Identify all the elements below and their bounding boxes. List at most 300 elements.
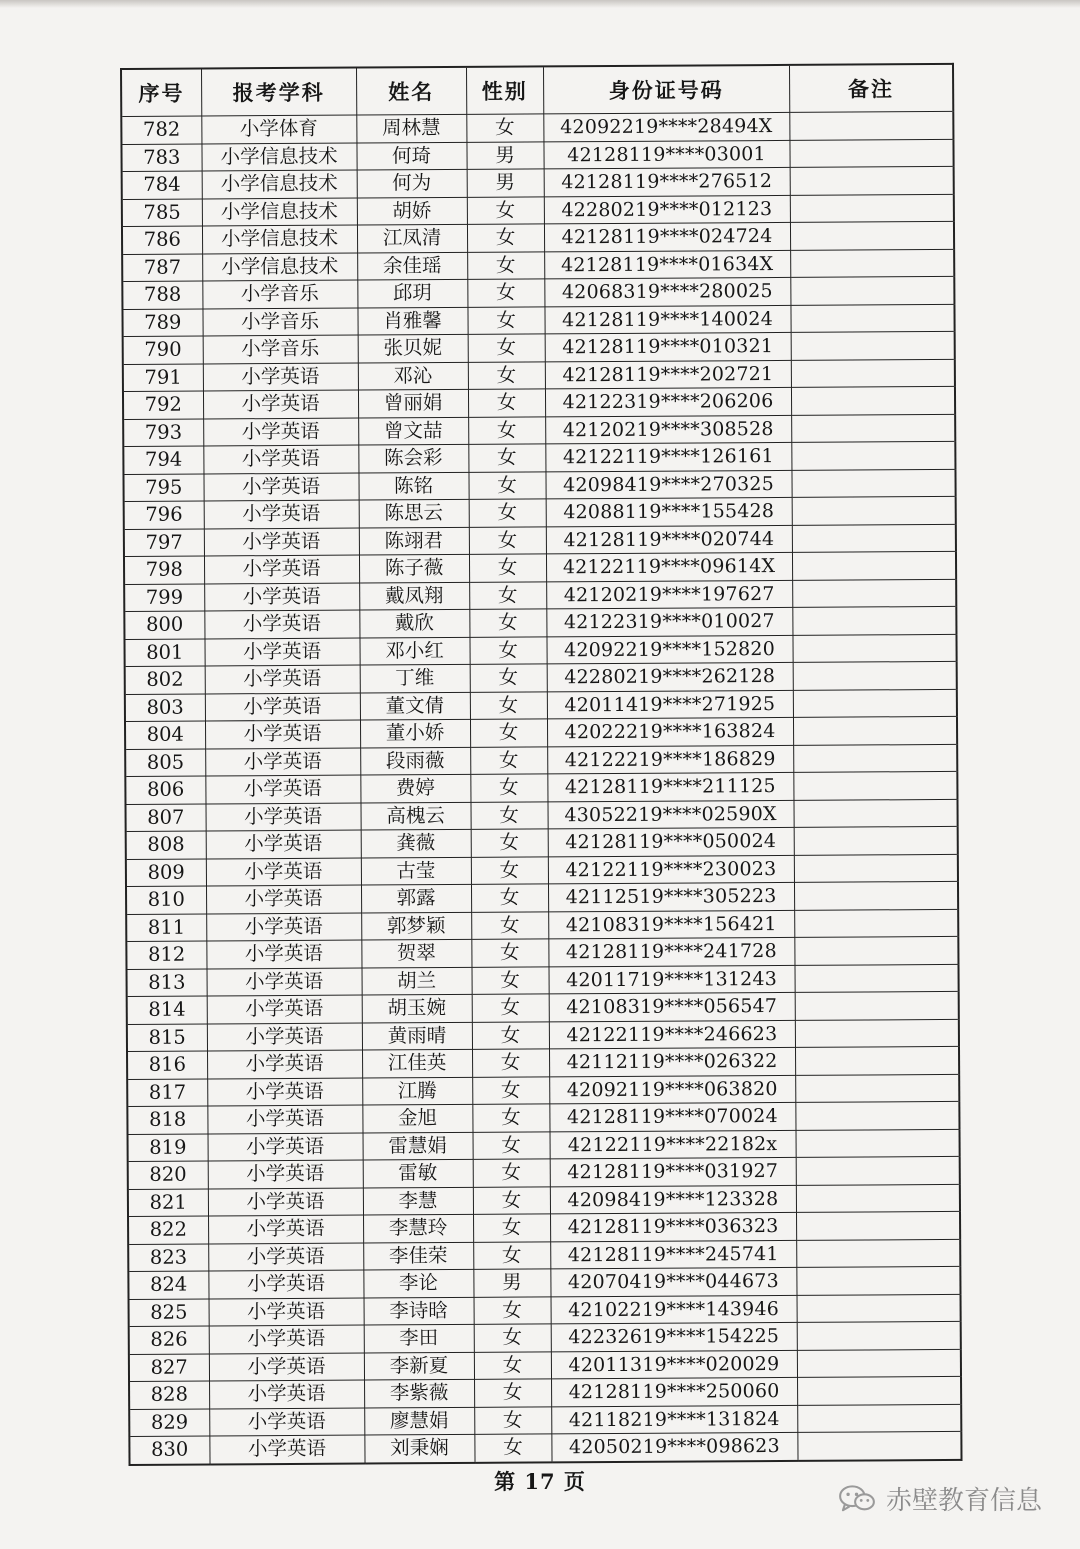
cell-remarks — [790, 276, 954, 305]
cell-name: 金旭 — [362, 1104, 472, 1132]
cell-serial: 787 — [122, 254, 202, 282]
cell-subject: 小学英语 — [209, 1325, 364, 1353]
cell-name: 雷慧娟 — [363, 1132, 473, 1160]
cell-subject: 小学英语 — [203, 473, 358, 501]
cell-name: 费婷 — [360, 774, 470, 802]
cell-gender: 女 — [467, 279, 544, 307]
cell-subject: 小学信息技术 — [202, 170, 357, 198]
cell-id-number: 42122119****230023 — [548, 855, 794, 884]
cell-serial: 797 — [124, 528, 204, 556]
cell-gender: 女 — [473, 1186, 550, 1214]
cell-name: 黄雨晴 — [362, 1022, 472, 1050]
cell-serial: 827 — [129, 1353, 209, 1381]
cell-subject: 小学英语 — [207, 1023, 362, 1051]
cell-name: 高槐云 — [360, 802, 470, 830]
cell-remarks — [794, 826, 958, 855]
cell-id-number: 42118219****131824 — [551, 1405, 797, 1434]
cell-id-number: 42128119****031927 — [550, 1157, 796, 1186]
cell-name: 李佳荣 — [363, 1242, 473, 1270]
cell-name: 戴欣 — [359, 609, 469, 637]
cell-gender: 女 — [473, 1131, 550, 1159]
cell-remarks — [792, 634, 956, 663]
cell-remarks — [795, 1046, 959, 1075]
cell-name: 董小娇 — [360, 719, 470, 747]
cell-remarks — [792, 579, 956, 608]
cell-id-number: 42280219****262128 — [547, 662, 793, 691]
cell-name: 胡兰 — [361, 967, 471, 995]
cell-id-number: 42122119****22182x — [550, 1130, 796, 1159]
cell-id-number: 42108319****056547 — [549, 992, 795, 1021]
table-body — [121, 111, 961, 1464]
cell-subject: 小学英语 — [205, 665, 360, 693]
cell-serial: 790 — [123, 336, 203, 364]
cell-serial: 810 — [126, 886, 206, 914]
cell-serial: 812 — [126, 941, 206, 969]
cell-remarks — [792, 551, 956, 580]
cell-subject: 小学信息技术 — [201, 143, 356, 171]
cell-name: 陈会彩 — [358, 444, 468, 472]
cell-gender: 女 — [474, 1296, 551, 1324]
cell-serial: 816 — [127, 1051, 207, 1079]
header-gender: 性别 — [466, 66, 543, 114]
cell-subject: 小学英语 — [206, 913, 361, 941]
cell-id-number: 42120219****197627 — [546, 580, 792, 609]
cell-gender: 女 — [467, 251, 544, 279]
cell-remarks — [792, 524, 956, 553]
cell-remarks — [789, 139, 953, 168]
cell-name: 曾文喆 — [358, 417, 468, 445]
roster-table-wrapper — [120, 63, 961, 1466]
cell-serial: 822 — [128, 1216, 208, 1244]
cell-remarks — [791, 331, 955, 360]
cell-id-number: 42128119****050024 — [548, 827, 794, 856]
header-name: 姓名 — [356, 67, 466, 115]
cell-name: 江腾 — [362, 1077, 472, 1105]
cell-gender: 女 — [469, 526, 546, 554]
cell-subject: 小学英语 — [204, 638, 359, 666]
cell-subject: 小学英语 — [207, 1105, 362, 1133]
cell-id-number: 42122319****010027 — [546, 607, 792, 636]
cell-name: 邱玥 — [357, 279, 467, 307]
cell-gender: 女 — [469, 609, 546, 637]
cell-name: 邓小红 — [359, 637, 469, 665]
cell-serial: 782 — [121, 116, 201, 144]
header-remarks: 备注 — [789, 64, 953, 113]
cell-subject: 小学英语 — [203, 418, 358, 446]
cell-serial: 813 — [127, 968, 207, 996]
cell-serial: 826 — [129, 1326, 209, 1354]
cell-serial: 791 — [123, 363, 203, 391]
cell-gender: 男 — [467, 169, 544, 197]
cell-gender: 女 — [469, 581, 546, 609]
cell-gender: 女 — [471, 939, 548, 967]
cell-gender: 女 — [472, 1021, 549, 1049]
cell-serial: 814 — [127, 996, 207, 1024]
cell-subject: 小学英语 — [206, 858, 361, 886]
cell-gender: 女 — [474, 1379, 551, 1407]
cell-remarks — [794, 854, 958, 883]
cell-serial: 828 — [129, 1381, 209, 1409]
cell-subject: 小学英语 — [203, 363, 358, 391]
table-row — [129, 1431, 961, 1464]
cell-subject: 小学英语 — [206, 940, 361, 968]
cell-serial: 829 — [129, 1408, 209, 1436]
cell-id-number: 42011319****020029 — [551, 1350, 797, 1379]
cell-name: 李慧 — [363, 1187, 473, 1215]
cell-name: 李慧玲 — [363, 1214, 473, 1242]
cell-id-number: 42122219****186829 — [547, 745, 793, 774]
cell-name: 邓沁 — [358, 362, 468, 390]
cell-id-number: 42122319****206206 — [545, 387, 791, 416]
cell-serial: 820 — [128, 1161, 208, 1189]
cell-remarks — [797, 1376, 961, 1405]
cell-gender: 女 — [472, 1049, 549, 1077]
cell-gender: 女 — [468, 334, 545, 362]
cell-id-number: 42280219****012123 — [544, 195, 790, 224]
cell-subject: 小学音乐 — [202, 308, 357, 336]
cell-serial: 783 — [121, 144, 201, 172]
cell-name: 何为 — [357, 169, 467, 197]
cell-name: 曾丽娟 — [358, 389, 468, 417]
cell-serial: 809 — [126, 858, 206, 886]
cell-name: 余佳瑶 — [357, 252, 467, 280]
cell-serial: 792 — [123, 391, 203, 419]
cell-id-number: 42022219****163824 — [547, 717, 793, 746]
cell-subject: 小学英语 — [203, 390, 358, 418]
page-number: 第 17 页 — [494, 1469, 586, 1494]
cell-subject: 小学音乐 — [202, 280, 357, 308]
cell-gender: 女 — [468, 471, 545, 499]
cell-subject: 小学英语 — [203, 445, 358, 473]
cell-remarks — [790, 221, 954, 250]
cell-name: 董文倩 — [360, 692, 470, 720]
cell-gender: 女 — [469, 554, 546, 582]
cell-gender: 女 — [470, 664, 547, 692]
cell-name: 贺翠 — [361, 939, 471, 967]
cell-id-number: 42068319****280025 — [544, 277, 790, 306]
cell-serial: 794 — [123, 446, 203, 474]
cell-id-number: 42128119****024724 — [544, 222, 790, 251]
cell-id-number: 42120219****308528 — [545, 415, 791, 444]
cell-subject: 小学英语 — [208, 1243, 363, 1271]
cell-name: 李论 — [363, 1269, 473, 1297]
cell-name: 江佳英 — [362, 1049, 472, 1077]
cell-remarks — [793, 689, 957, 718]
cell-id-number: 42128119****276512 — [544, 167, 790, 196]
cell-id-number: 42128119****211125 — [547, 772, 793, 801]
cell-subject: 小学英语 — [204, 583, 359, 611]
cell-id-number: 42232619****154225 — [551, 1322, 797, 1351]
cell-gender: 女 — [467, 306, 544, 334]
cell-serial: 786 — [122, 226, 202, 254]
cell-remarks — [793, 661, 957, 690]
cell-gender: 女 — [466, 114, 543, 142]
cell-subject: 小学英语 — [206, 830, 361, 858]
watermark-text: 赤壁教育信息 — [885, 1486, 1042, 1516]
cell-serial: 788 — [122, 281, 202, 309]
cell-id-number: 42128119****036323 — [550, 1212, 796, 1241]
cell-remarks — [790, 249, 954, 278]
cell-serial: 785 — [122, 199, 202, 227]
cell-id-number: 42092219****152820 — [546, 635, 792, 664]
cell-subject: 小学英语 — [208, 1215, 363, 1243]
cell-name: 郭梦颖 — [361, 912, 471, 940]
cell-remarks — [795, 1074, 959, 1103]
cell-remarks — [790, 304, 954, 333]
cell-serial: 824 — [128, 1271, 208, 1299]
cell-remarks — [796, 1184, 960, 1213]
cell-name: 陈思云 — [359, 499, 469, 527]
cell-name: 周林慧 — [356, 114, 466, 142]
cell-id-number: 42128119****020744 — [546, 525, 792, 554]
cell-serial: 819 — [128, 1133, 208, 1161]
cell-remarks — [793, 716, 957, 745]
cell-id-number: 42128119****03001 — [543, 140, 789, 169]
cell-id-number: 42128119****250060 — [551, 1377, 797, 1406]
cell-id-number: 42128119****140024 — [544, 305, 790, 334]
cell-remarks — [794, 881, 958, 910]
cell-gender: 女 — [474, 1434, 551, 1462]
cell-serial: 802 — [125, 666, 205, 694]
cell-name: 何琦 — [356, 142, 466, 170]
cell-serial: 808 — [126, 831, 206, 859]
cell-remarks — [794, 909, 958, 938]
cell-remarks — [795, 1019, 959, 1048]
cell-subject: 小学英语 — [209, 1298, 364, 1326]
cell-subject: 小学英语 — [204, 555, 359, 583]
cell-gender: 女 — [469, 636, 546, 664]
cell-id-number: 42122119****126161 — [545, 442, 791, 471]
cell-subject: 小学英语 — [205, 748, 360, 776]
cell-serial: 825 — [129, 1298, 209, 1326]
cell-gender: 女 — [468, 389, 545, 417]
cell-id-number: 42122119****246623 — [549, 1020, 795, 1049]
cell-name: 李紫薇 — [364, 1379, 474, 1407]
cell-remarks — [793, 799, 957, 828]
cell-name: 陈铭 — [358, 472, 468, 500]
cell-id-number: 42128119****010321 — [545, 332, 791, 361]
cell-name: 张贝妮 — [358, 334, 468, 362]
cell-serial: 815 — [127, 1023, 207, 1051]
cell-id-number: 42108319****156421 — [548, 910, 794, 939]
cell-name: 李田 — [364, 1324, 474, 1352]
cell-id-number: 42122119****09614X — [546, 552, 792, 581]
table-header-row — [121, 64, 953, 117]
cell-remarks — [795, 1129, 959, 1158]
cell-gender: 女 — [468, 444, 545, 472]
cell-name: 丁维 — [360, 664, 470, 692]
cell-remarks — [791, 359, 955, 388]
cell-gender: 女 — [474, 1324, 551, 1352]
cell-subject: 小学英语 — [208, 1133, 363, 1161]
cell-serial: 793 — [123, 418, 203, 446]
cell-remarks — [791, 469, 955, 498]
cell-serial: 798 — [124, 556, 204, 584]
cell-gender: 女 — [470, 691, 547, 719]
cell-id-number: 42050219****098623 — [551, 1432, 797, 1462]
cell-gender: 女 — [471, 911, 548, 939]
cell-serial: 821 — [128, 1188, 208, 1216]
cell-name: 江凤清 — [357, 224, 467, 252]
cell-name: 郭露 — [361, 884, 471, 912]
cell-id-number: 42070419****044673 — [550, 1267, 796, 1296]
roster-table — [120, 63, 963, 1466]
cell-gender: 女 — [469, 499, 546, 527]
cell-gender: 女 — [473, 1214, 550, 1242]
cell-id-number: 42092119****063820 — [549, 1075, 795, 1104]
cell-name: 刘秉娴 — [364, 1434, 474, 1463]
cell-gender: 女 — [470, 719, 547, 747]
cell-gender: 女 — [467, 196, 544, 224]
cell-gender: 女 — [471, 856, 548, 884]
cell-subject: 小学信息技术 — [202, 198, 357, 226]
cell-remarks — [796, 1156, 960, 1185]
cell-gender: 女 — [472, 1104, 549, 1132]
cell-name: 肖雅馨 — [357, 307, 467, 335]
cell-remarks — [795, 1101, 959, 1130]
cell-id-number: 42011419****271925 — [547, 690, 793, 719]
cell-subject: 小学英语 — [209, 1435, 364, 1464]
cell-subject: 小学英语 — [204, 610, 359, 638]
cell-id-number: 42102219****143946 — [551, 1295, 797, 1324]
cell-gender: 女 — [472, 994, 549, 1022]
header-id-number: 身份证号码 — [543, 65, 789, 114]
cell-remarks — [797, 1431, 961, 1460]
cell-gender: 女 — [473, 1241, 550, 1269]
page-top-edge — [0, 0, 1080, 8]
cell-subject: 小学英语 — [206, 885, 361, 913]
cell-id-number: 42088119****155428 — [546, 497, 792, 526]
cell-subject: 小学英语 — [207, 1078, 362, 1106]
cell-subject: 小学英语 — [204, 500, 359, 528]
cell-name: 戴凤翔 — [359, 582, 469, 610]
cell-gender: 女 — [468, 361, 545, 389]
cell-serial: 823 — [128, 1243, 208, 1271]
cell-subject: 小学英语 — [208, 1188, 363, 1216]
cell-subject: 小学英语 — [205, 775, 360, 803]
cell-gender: 女 — [473, 1159, 550, 1187]
cell-subject: 小学英语 — [205, 693, 360, 721]
cell-serial: 830 — [129, 1436, 209, 1464]
cell-remarks — [792, 496, 956, 525]
cell-remarks — [794, 936, 958, 965]
cell-remarks — [797, 1404, 961, 1433]
cell-id-number: 42128119****202721 — [545, 360, 791, 389]
cell-serial: 807 — [125, 803, 205, 831]
cell-id-number: 42098419****270325 — [545, 470, 791, 499]
cell-serial: 795 — [123, 473, 203, 501]
cell-gender: 女 — [468, 416, 545, 444]
cell-name: 胡娇 — [357, 197, 467, 225]
cell-serial: 803 — [125, 693, 205, 721]
cell-remarks — [789, 111, 953, 140]
cell-subject: 小学英语 — [204, 528, 359, 556]
cell-subject: 小学体育 — [201, 115, 356, 143]
cell-remarks — [791, 414, 955, 443]
cell-id-number: 42092219****28494X — [543, 112, 789, 141]
cell-gender: 女 — [472, 1076, 549, 1104]
cell-id-number: 42128119****241728 — [548, 937, 794, 966]
cell-subject: 小学英语 — [208, 1270, 363, 1298]
cell-name: 陈翊君 — [359, 527, 469, 555]
cell-subject: 小学英语 — [205, 720, 360, 748]
cell-serial: 805 — [125, 748, 205, 776]
cell-name: 廖慧娟 — [364, 1407, 474, 1435]
watermark — [838, 1480, 1042, 1517]
cell-name: 古莹 — [361, 857, 471, 885]
cell-serial: 804 — [125, 721, 205, 749]
cell-remarks — [794, 964, 958, 993]
wechat-icon — [838, 1484, 876, 1514]
cell-subject: 小学英语 — [207, 995, 362, 1023]
cell-gender: 女 — [471, 966, 548, 994]
cell-gender: 女 — [470, 801, 547, 829]
cell-id-number: 42112519****305223 — [548, 882, 794, 911]
cell-id-number: 42128119****245741 — [550, 1240, 796, 1269]
cell-remarks — [793, 771, 957, 800]
cell-serial: 789 — [122, 309, 202, 337]
cell-subject: 小学英语 — [208, 1160, 363, 1188]
cell-serial: 806 — [125, 776, 205, 804]
cell-id-number: 42128119****070024 — [549, 1102, 795, 1131]
cell-remarks — [790, 166, 954, 195]
cell-name: 胡玉婉 — [362, 994, 472, 1022]
cell-gender: 男 — [466, 141, 543, 169]
cell-subject: 小学信息技术 — [202, 253, 357, 281]
cell-remarks — [797, 1294, 961, 1323]
cell-remarks — [793, 744, 957, 773]
cell-subject: 小学英语 — [209, 1408, 364, 1436]
cell-remarks — [790, 194, 954, 223]
cell-remarks — [791, 441, 955, 470]
cell-name: 段雨薇 — [360, 747, 470, 775]
cell-remarks — [797, 1321, 961, 1350]
cell-subject: 小学英语 — [207, 968, 362, 996]
cell-gender: 女 — [470, 746, 547, 774]
cell-id-number: 42128119****01634X — [544, 250, 790, 279]
cell-serial: 801 — [124, 638, 204, 666]
cell-serial: 800 — [124, 611, 204, 639]
cell-remarks — [791, 386, 955, 415]
cell-name: 陈子薇 — [359, 554, 469, 582]
cell-id-number: 42011719****131243 — [548, 965, 794, 994]
cell-gender: 女 — [474, 1406, 551, 1434]
cell-gender: 女 — [467, 224, 544, 252]
cell-name: 李诗晗 — [364, 1297, 474, 1325]
cell-subject: 小学英语 — [207, 1050, 362, 1078]
cell-subject: 小学音乐 — [203, 335, 358, 363]
cell-remarks — [796, 1239, 960, 1268]
cell-gender: 女 — [470, 774, 547, 802]
cell-remarks — [796, 1211, 960, 1240]
cell-subject: 小学英语 — [205, 803, 360, 831]
header-serial: 序号 — [121, 69, 201, 117]
cell-subject: 小学信息技术 — [202, 225, 357, 253]
cell-subject: 小学英语 — [209, 1353, 364, 1381]
cell-id-number: 42098419****123328 — [550, 1185, 796, 1214]
cell-name: 雷敏 — [363, 1159, 473, 1187]
cell-serial: 799 — [124, 583, 204, 611]
cell-gender: 女 — [471, 829, 548, 857]
cell-remarks — [792, 606, 956, 635]
header-subject: 报考学科 — [201, 68, 356, 116]
cell-serial: 811 — [126, 913, 206, 941]
cell-gender: 女 — [471, 884, 548, 912]
cell-remarks — [796, 1266, 960, 1295]
cell-name: 李新夏 — [364, 1352, 474, 1380]
cell-id-number: 43052219****02590X — [547, 800, 793, 829]
cell-remarks — [795, 991, 959, 1020]
